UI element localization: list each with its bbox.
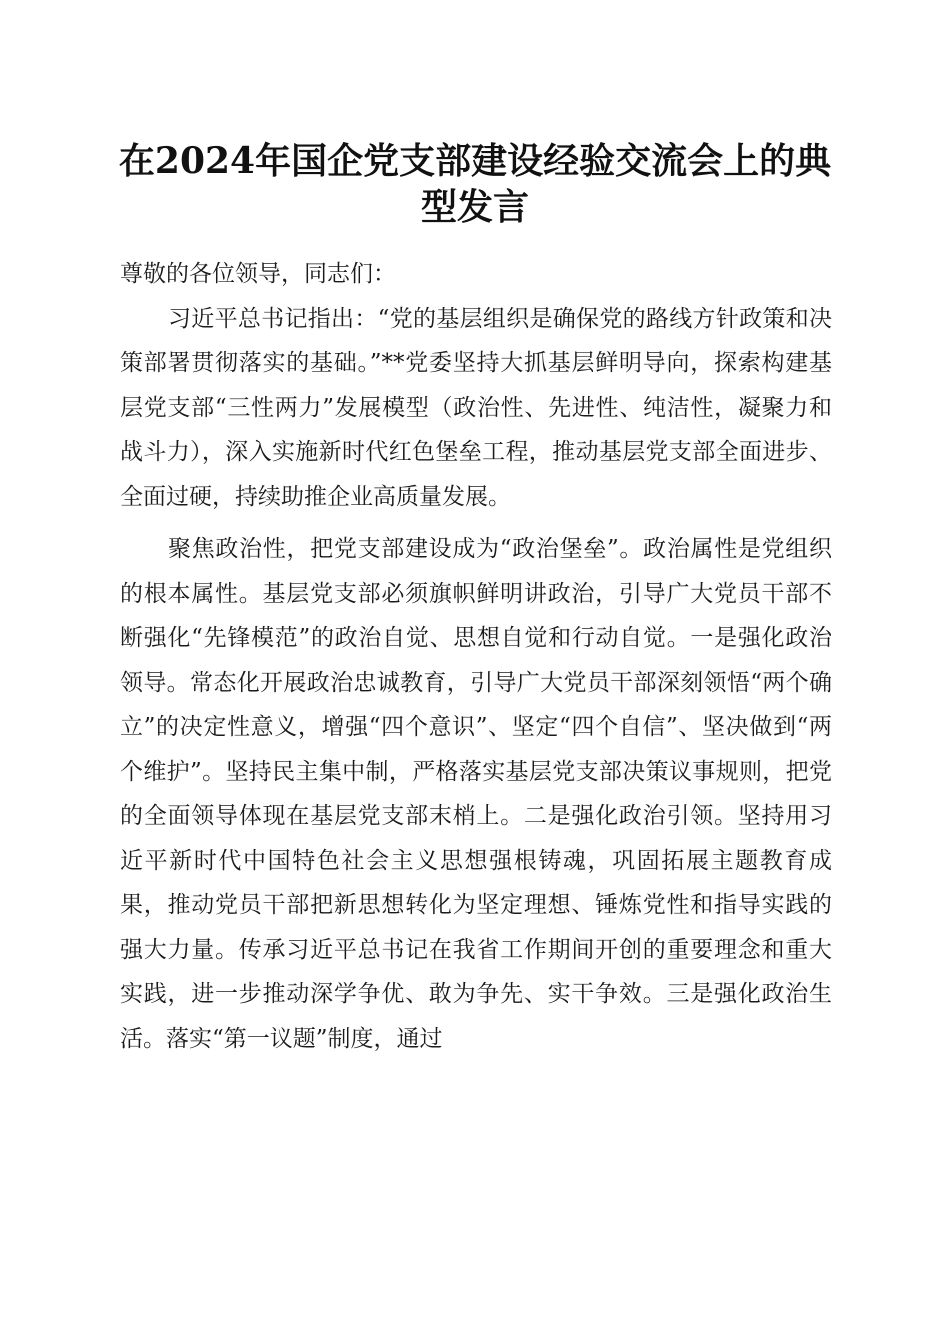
paragraph-intro: 习近平总书记指出：“党的基层组织是确保党的路线方针政策和决策部署贯彻落实的基础。”**党委坚持大抓基层鲜明导向，探索构建基层党支部“三性两力”发展模型（政治性、先进性、纯洁性，凝聚力和战斗力），深入实施新时代红色堡垒工程，推动基层党支部全面进步、全面过硬，持续助推企业高质量发展。 xyxy=(120,305,832,510)
paragraph-spacer xyxy=(120,519,832,527)
document-body xyxy=(120,252,832,1061)
document-title: 在2024年国企党支部建设经验交流会上的典型发言 xyxy=(118,140,832,228)
salutation: 尊敬的各位领导，同志们： xyxy=(120,261,396,287)
paragraph-political: 聚焦政治性，把党支部建设成为“政治堡垒”。政治属性是党组织的根本属性。基层党支部必须旗帜鲜明讲政治，引导广大党员干部不断强化“先锋模范”的政治自觉、思想自觉和行动自觉。一是强化政治领导。常态化开展政治忠诚教育，引导广大党员干部深刻领悟“两个确立”的决定性意义，增强“四个意识”、坚定“四个自信”、坚决做到“两个维护”。坚持民主集中制，严格落实基层党支部决策议事规则，把党的全面领导体现在基层党支部末梢上。二是强化政治引领。坚持用习近平新时代中国特色社会主义思想强根铸魂，巩固拓展主题教育成果，推动党员干部把新思想转化为坚定理想、锤炼党性和指导实践的强大力量。传承习近平总书记在我省工作期间开创的重要理念和重大实践，进一步推动深学争优、敢为争先、实干争效。三是强化政治生活。落实“第一议题”制度，通过 xyxy=(120,536,832,1052)
